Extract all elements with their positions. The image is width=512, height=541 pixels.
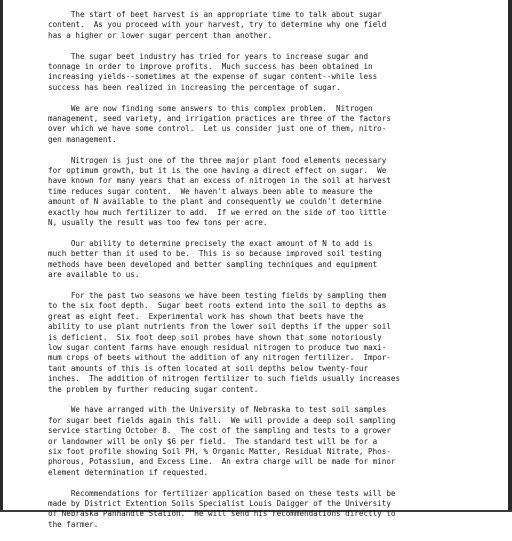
text-line: management, seed variety, and irrigation practices are three of the factors: [48, 114, 391, 124]
paragraph-7: [48, 405, 472, 478]
text-line: six foot profile showing Soil PH, % Organic Matter, Residual Nitrate, Phos-: [48, 446, 391, 456]
scan-edge-right: [508, 0, 512, 512]
text-line: has a higher or lower sugar percent than another.: [48, 30, 273, 40]
text-line: The sugar beet industry has tried for years to increase sugar and: [48, 51, 369, 61]
text-line: Recommendations for fertilizer application based on these tests will be: [48, 488, 396, 498]
text-line: Nitrogen is just one of the three major plant food elements necessary: [48, 155, 387, 165]
text-line: of Nebraska Panhandle Station. He will send his recommendations directly to: [48, 509, 396, 519]
text-line: time reduces sugar content. We haven't always been able to measure the: [48, 186, 373, 196]
text-line: Our ability to determine precisely the exact amount of N to add is: [48, 238, 373, 248]
paragraph-3: [48, 104, 472, 146]
text-line: great as eight feet. Experimental work has shown that beets have the: [48, 311, 364, 321]
text-line: or landowner will be only $6 per field. The standard test will be for a: [48, 436, 378, 446]
scan-edge-left: [0, 0, 3, 512]
text-line: are available to us.: [48, 270, 140, 280]
text-line: increasing yields--sometimes at the expense of sugar content--while less: [48, 72, 378, 82]
text-line: is deficient. Six foot deep soil probes have shown that some notoriously: [48, 332, 382, 342]
text-line: ability to use plant nutrients from the lower soil depths if the upper soil: [48, 322, 391, 332]
text-line: low sugar content farms have enough residual nitrogen to produce two maxi-: [48, 342, 387, 352]
text-line: For the past two seasons we have been testing fields by sampling them: [48, 290, 387, 300]
paragraph-6: [48, 291, 472, 395]
text-line: tonnage in order to improve profits. Much success has been obtained in: [48, 62, 373, 72]
text-line: gen management.: [48, 134, 117, 144]
text-line: the farmer.: [48, 519, 99, 529]
text-line: inches. The addition of nitrogen fertilizer to such fields usually increases: [48, 374, 401, 384]
text-line: for optimum growth, but it is the one having a direct effect on sugar. We: [48, 166, 387, 176]
paragraph-2: [48, 52, 472, 94]
text-line: for sugar beet fields again this fall. We will provide a deep soil sampling: [48, 415, 396, 425]
text-line: have known for many years that an excess of nitrogen in the soil at harvest: [48, 176, 391, 186]
text-line: N, usually the result was too few tons per acre.: [48, 218, 268, 228]
text-line: element determination if requested.: [48, 467, 209, 477]
text-line: success has been realized in increasing the percentage of sugar.: [48, 82, 341, 92]
text-line: methods have been developed and better sampling techniques and equipment: [48, 259, 378, 269]
text-line: service starting October 8. The cost of the sampling and tests to a grower: [48, 426, 391, 436]
text-line: amount of N available to the plant and consequently we couldn't determine: [48, 197, 382, 207]
text-line: made by District Extention Soils Specialist Louis Daigger of the University: [48, 498, 391, 508]
text-line: the problem by further reducing sugar content.: [48, 384, 259, 394]
text-line: much better than it used to be. This is so because improved soil testing: [48, 249, 382, 259]
text-line: mum crops of beets without the addition of any nitrogen fertilizer. Impor-: [48, 353, 391, 363]
paragraph-5: [48, 239, 472, 281]
text-line: to the six foot depth. Sugar beet roots extend into the soil to depths as: [48, 301, 387, 311]
text-line: tant amounts of this is often located at soil depths below twenty-four: [48, 363, 369, 373]
text-line: We are now finding some answers to this complex problem. Nitrogen: [48, 103, 373, 113]
text-line: over which we have some control. Let us consider just one of them, nitro-: [48, 124, 387, 134]
paragraph-4: [48, 156, 472, 229]
text-line: content. As you proceed with your harvest, try to determine why one field: [48, 20, 387, 30]
text-line: We have arranged with the University of Nebraska to test soil samples: [48, 405, 387, 415]
paragraph-1: [48, 10, 472, 41]
text-line: phorous, Potassium, and Excess Lime. An extra charge will be made for minor: [48, 457, 396, 467]
document-body: [48, 10, 472, 541]
text-line: exactly how much fertilizer to add. If we erred on the side of too little: [48, 207, 387, 217]
text-line: The start of beet harvest is an appropriate time to talk about sugar: [48, 10, 382, 19]
paragraph-8: [48, 489, 472, 531]
